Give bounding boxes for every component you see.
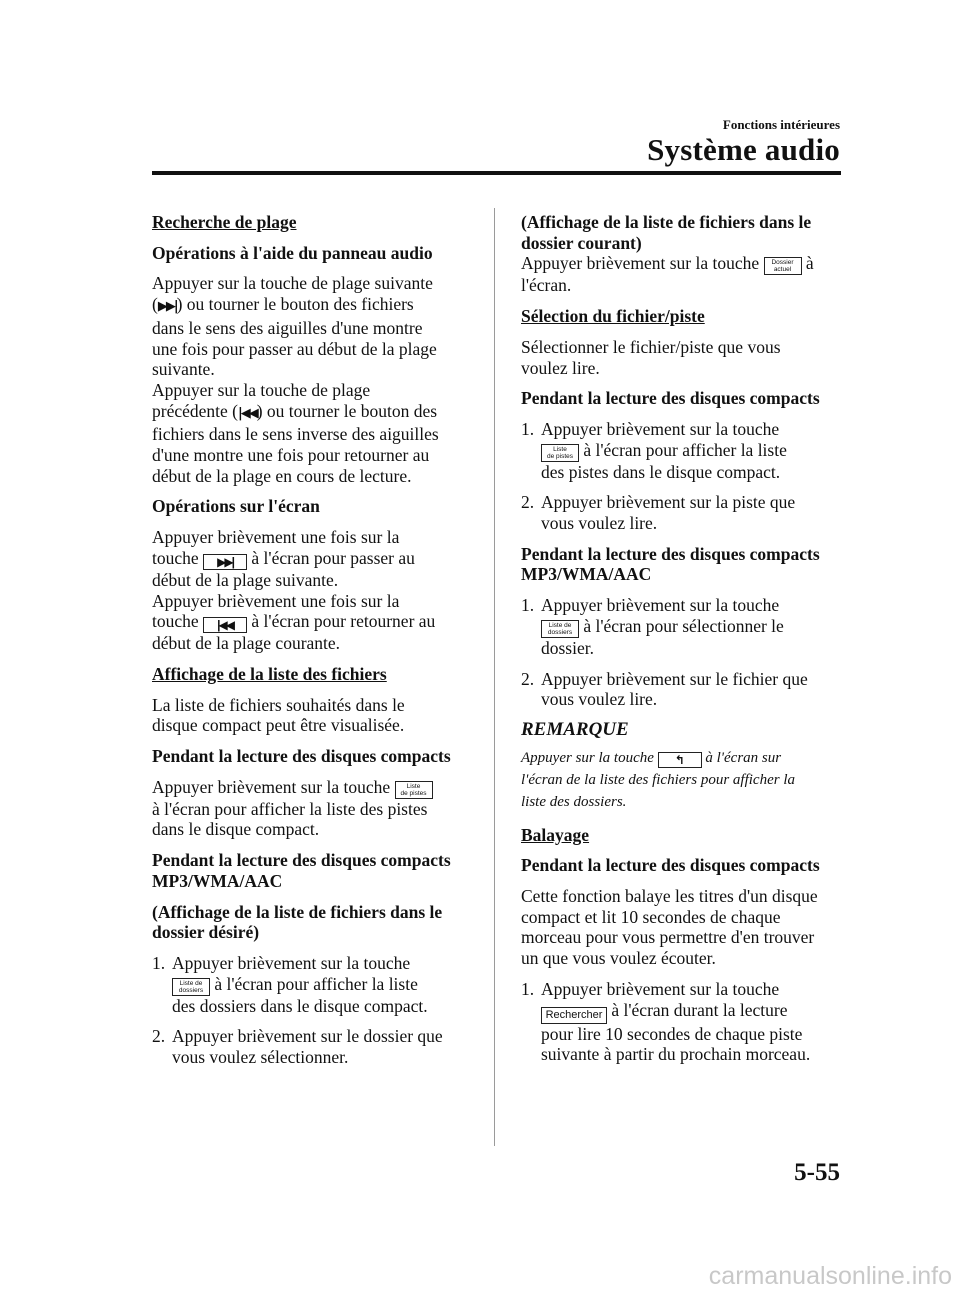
search-button-icon: Rechercher [541,1007,607,1024]
paragraph-cd-list: Appuyer brièvement sur la touche Liste de pistes à l'écran pour afficher la liste des pistes dans le disque compact. [152,777,470,840]
heading-cd-scan: Pendant la lecture des disques compacts [521,855,820,876]
heading-mp3-right: Pendant la lecture des disques compacts MP3/WMA/AAC [521,543,820,585]
column-divider [494,208,495,1146]
heading-operations-ecran: Opérations sur l'écran [152,496,320,517]
folder-list-button-icon: Liste de dossiers [172,978,210,996]
paragraph-scan: Cette fonction balaye les titres d'un disque compact et lit 10 secondes de chaque morceau pour vous permettre d'en trouver un que vous voulez écouter. [521,886,818,969]
heading-selection: Sélection du fichier/piste [521,306,705,327]
header-rule [152,171,841,175]
heading-recherche-plage: Recherche de plage [152,212,297,232]
heading-mp3: Pendant la lecture des disques compacts MP3/WMA/AAC [152,850,451,891]
list-item: 1. Appuyer brièvement sur la touche Liste de dossiers à l'écran pour sélectionner le dossier. [521,595,784,658]
paragraph-screen-ops: Appuyer brièvement une fois sur la touche ▶▶| à l'écran pour passer au début de la plage suivante. Appuyer brièvement une fois sur la touche |◀◀ à l'écran pour retourner au début de la plage courante. [152,527,436,654]
back-arrow-icon: ↰ [658,752,702,768]
note-text: Appuyer sur la touche ↰ à l'écran sur l'écran de la liste des fichiers pour afficher la liste des dossiers. [521,749,795,810]
list-item: 1. Appuyer brièvement sur la touche Liste de dossiers à l'écran pour afficher la liste des dossiers dans le disque compact. [152,952,428,1016]
heading-dossier-desire: (Affichage de la liste de fichiers dans le dossier désiré) [152,901,443,943]
next-track-button-icon: ▶▶| [203,554,247,570]
track-list-button-icon: Liste de pistes [541,444,579,462]
right-column [521,212,843,1075]
previous-track-icon: |◀◀ [237,405,257,421]
folder-list-button-icon: Liste de dossiers [541,620,579,638]
heading-panneau-audio: Opérations à l'aide du panneau audio [152,242,433,263]
list-item: 2. Appuyer brièvement sur le fichier que vous voulez lire. [521,668,808,710]
list-item: 2. Appuyer brièvement sur la piste que vous voulez lire. [521,492,796,534]
heading-cd: Pendant la lecture des disques compacts [152,746,451,767]
note-title: REMARQUE [521,718,629,740]
paragraph-selection: Sélectionner le fichier/piste que vous voulez lire. [521,336,781,378]
list-item: 2. Appuyer brièvement sur le dossier que vous voulez sélectionner. [152,1026,443,1068]
watermark: carmanualsonline.info [708,1262,952,1290]
heading-dossier-courant: (Affichage de la liste de fichiers dans le dossier courant) [521,212,812,253]
heading-liste-fichiers: Affichage de la liste des fichiers [152,663,387,684]
page-title: Système audio [647,132,840,167]
paragraph-file-list: La liste de fichiers souhaités dans le disque compact peut être visualisée. [152,694,405,736]
previous-track-button-icon: |◀◀ [203,617,247,633]
next-track-icon: ▶▶| [157,299,177,315]
current-folder-button-icon: Dossier actuel [764,257,802,275]
track-list-button-icon: Liste de pistes [395,781,433,799]
list-item: 1. Appuyer brièvement sur la touche Liste de pistes à l'écran pour afficher la liste des pistes dans le disque compact. [521,418,787,482]
paragraph-next-track: Appuyer sur la touche de plage suivante (▶▶|) ou tourner le bouton des fichiers dans le sens des aiguilles d'une montre une fois pour passer au début de la plage suivante. Appuyer sur la touche de plage précédente (|◀◀) ou tourner le bouton des fichiers dans le sens inverse des aiguilles d'une montre une fois pour retourner au début de la plage en cours de lecture. [152,273,439,486]
heading-balayage: Balayage [521,824,590,845]
heading-cd-right: Pendant la lecture des disques compacts [521,388,820,409]
paragraph-current-folder: Appuyer brièvement sur la touche Dossier actuel à l'écran. [521,253,814,296]
page-number: 5-55 [794,1159,840,1186]
list-item: 1. Appuyer brièvement sur la touche Rechercher à l'écran durant la lecture pour lire 10 secondes de chaque piste suivante à partir du prochain morceau. [521,978,811,1065]
left-column [152,212,470,1078]
header-section: Fonctions intérieures [722,117,840,132]
